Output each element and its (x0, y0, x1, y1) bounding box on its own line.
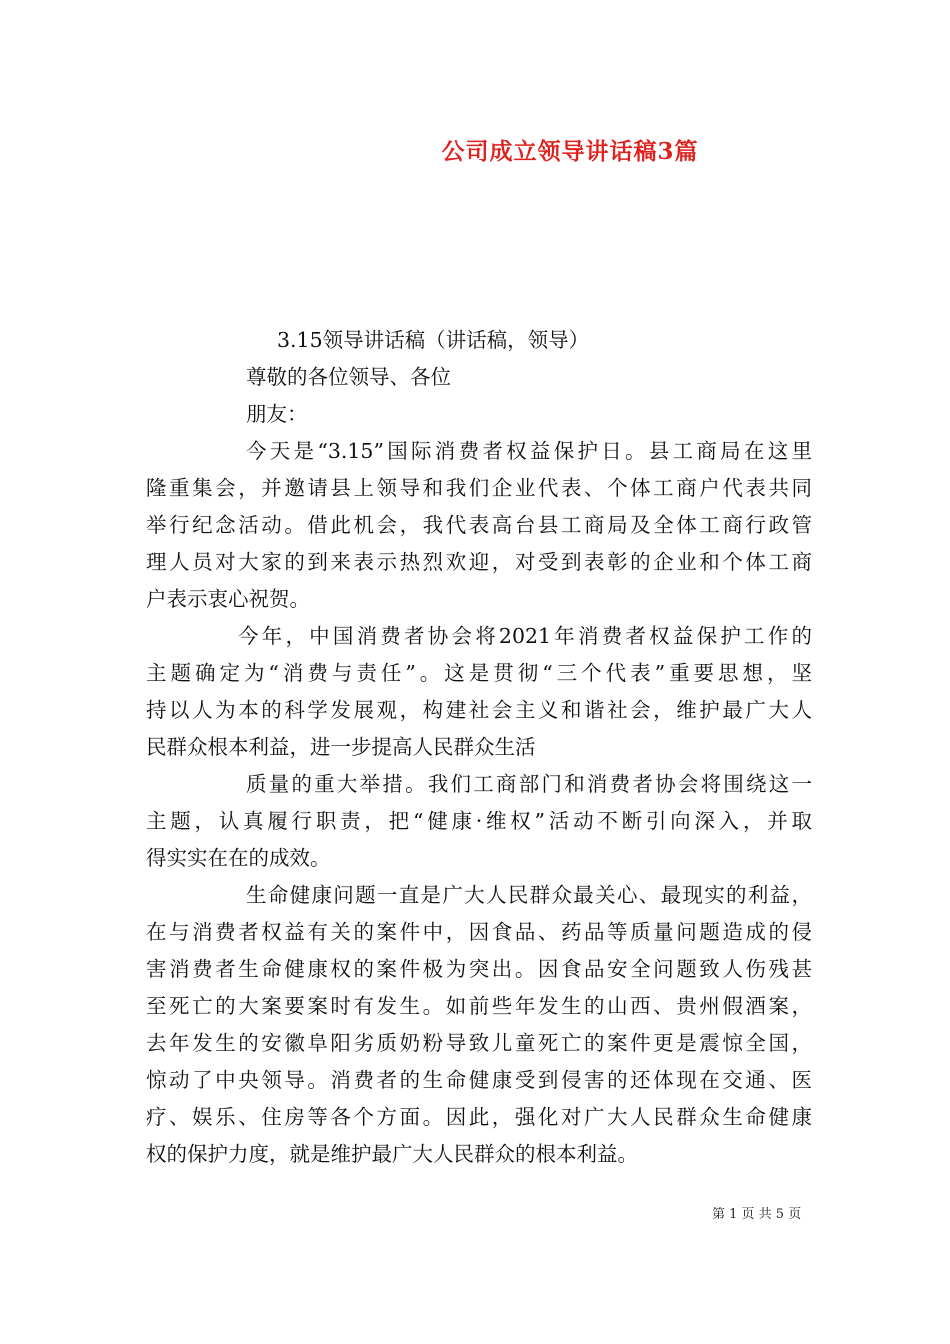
greeting-line: 朋友： (246, 402, 308, 426)
paragraph-3 (146, 766, 812, 877)
paragraph-line: 至死亡的大案要案时有发生。如前些年发生的山西、贵州假酒案， (146, 994, 812, 1018)
paragraph-4 (146, 877, 812, 1173)
paragraph-line: 今年，中国消费者协会将2021年消费者权益保护工作的 (238, 624, 812, 648)
paragraph-line: 持以人为本的科学发展观，构建社会主义和谐社会，维护最广大人 (146, 698, 812, 722)
paragraph-line: 主题确定为“消费与责任”。这是贯彻“三个代表”重要思想，坚 (146, 661, 812, 685)
paragraph-line: 去年发生的安徽阜阳劣质奶粉导致儿童死亡的案件更是震惊全国， (146, 1031, 812, 1055)
paragraph-line: 今天是“3.15”国际消费者权益保护日。县工商局在这里 (246, 439, 812, 463)
greeting-line: 尊敬的各位领导、各位 (246, 365, 451, 389)
paragraph-line: 户表示衷心祝贺。 (146, 587, 310, 611)
page-number-footer: 第 1 页 共 5 页 (712, 1207, 802, 1222)
paragraph-line: 理人员对大家的到来表示热烈欢迎，对受到表彰的企业和个体工商 (146, 550, 812, 574)
paragraph-line: 权的保护力度，就是维护最广大人民群众的根本利益。 (146, 1142, 638, 1166)
subtitle: 3.15领导讲话稿（讲话稿，领导） (277, 328, 590, 352)
paragraph-line: 质量的重大举措。我们工商部门和消费者协会将围绕这一 (246, 772, 812, 796)
paragraph-line: 害消费者生命健康权的案件极为突出。因食品安全问题致人伤残甚 (146, 957, 812, 981)
document-title: 公司成立领导讲话稿3篇 (441, 138, 699, 165)
paragraph-line: 疗、娱乐、住房等各个方面。因此，强化对广大人民群众生命健康 (146, 1105, 812, 1129)
document-body (146, 322, 812, 1173)
paragraph-line: 隆重集会，并邀请县上领导和我们企业代表、个体工商户代表共同 (146, 476, 812, 500)
paragraph-line: 生命健康问题一直是广大人民群众最关心、最现实的利益， (246, 883, 812, 907)
paragraph-line: 惊动了中央领导。消费者的生命健康受到侵害的还体现在交通、医 (146, 1068, 812, 1092)
paragraph-1 (146, 433, 812, 618)
paragraph-line: 民群众根本利益，进一步提高人民群众生活 (146, 735, 536, 759)
paragraph-line: 主题，认真履行职责，把“健康·维权”活动不断引向深入，并取 (146, 809, 812, 833)
paragraph-2 (146, 618, 812, 766)
paragraph-line: 举行纪念活动。借此机会，我代表高台县工商局及全体工商行政管 (146, 513, 812, 537)
paragraph-line: 在与消费者权益有关的案件中，因食品、药品等质量问题造成的侵 (146, 920, 812, 944)
paragraph-line: 得实实在在的成效。 (146, 846, 331, 870)
